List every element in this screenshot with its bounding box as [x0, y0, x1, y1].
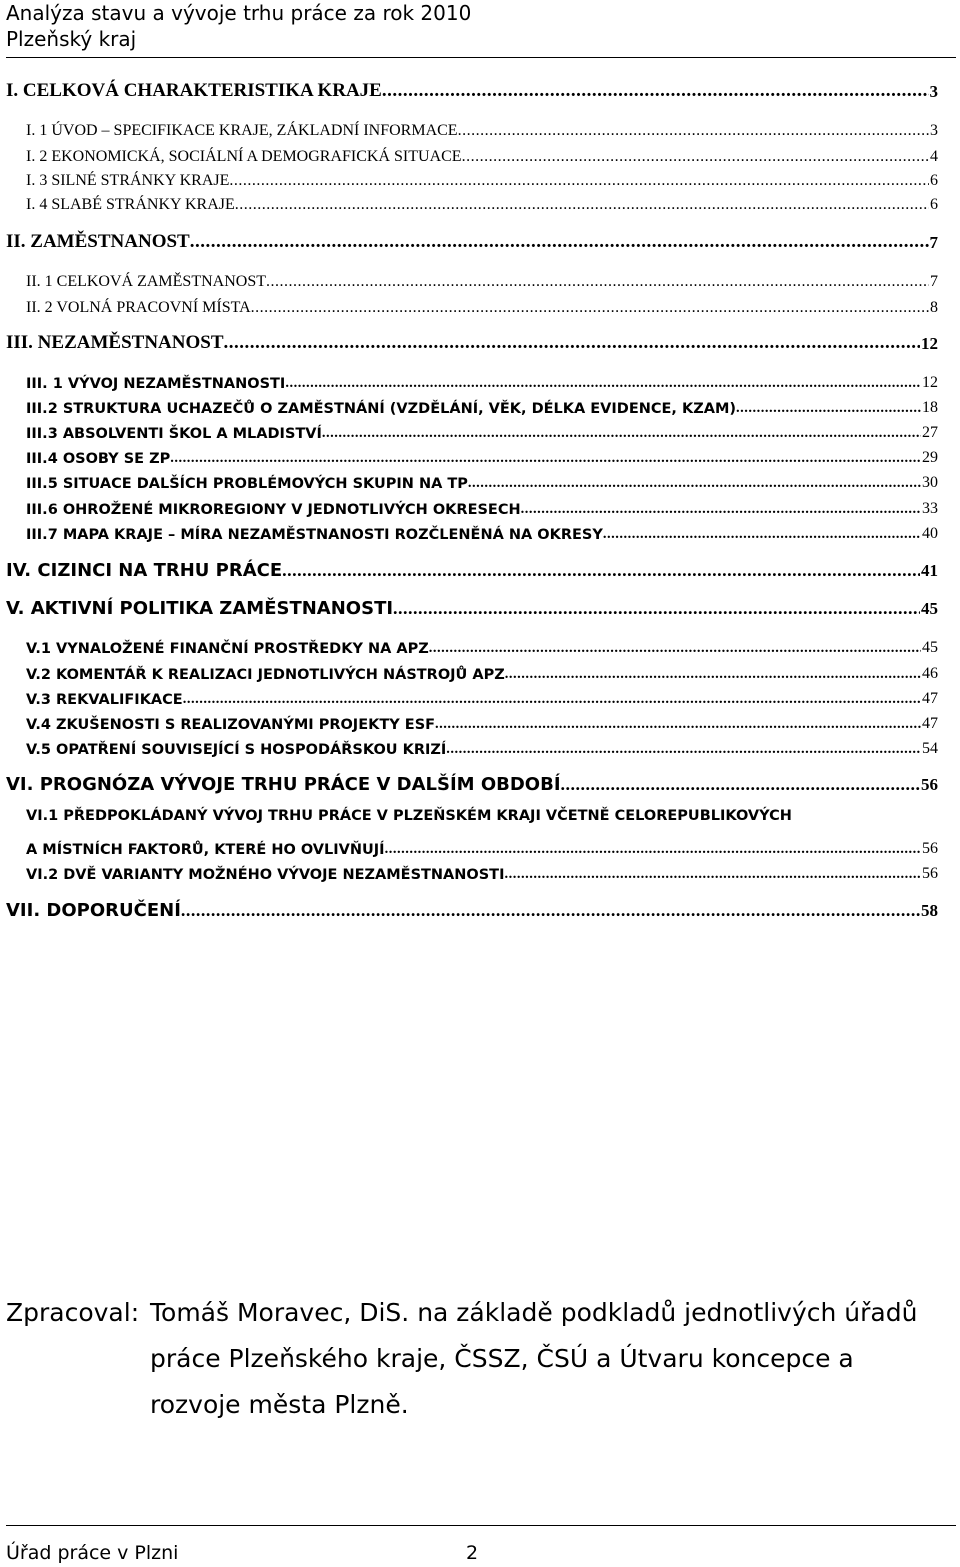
toc-entry[interactable]: VI. PROGNÓZA VÝVOJE TRHU PRÁCE V DALŠÍM OBDOBÍ ..... 56 — [6, 771, 938, 795]
toc-page-number: 12 — [921, 334, 938, 353]
toc-entry[interactable]: III.7 MAPA KRAJE – MÍRA NEZAMĚSTNANOSTI ROZČLENĚNÁ NA OKRESY ..... 40 — [26, 519, 938, 543]
toc-page-number: 4 — [930, 148, 938, 165]
toc-entry[interactable]: V. AKTIVNÍ POLITIKA ZAMĚSTNANOSTI ..... 45 — [6, 595, 938, 619]
toc-entry[interactable]: II. ZAMĚSTNANOST ..... 7 — [6, 229, 938, 253]
toc-page-number: 47 — [922, 690, 938, 707]
page-header — [6, 0, 956, 58]
toc-entry[interactable]: III. 1 VÝVOJ NEZAMĚSTNANOSTI ..... 12 — [26, 368, 938, 392]
toc-entry[interactable]: I. 2 EKONOMICKÁ, SOCIÁLNÍ A DEMOGRAFICKÁ SITUACE ..... 4 — [26, 142, 938, 166]
toc-page-number: 12 — [922, 374, 938, 391]
toc-page-number: 7 — [929, 233, 938, 252]
toc-page-number: 33 — [922, 500, 938, 517]
toc-entry[interactable]: IV. CIZINCI NA TRHU PRÁCE ..... 41 — [6, 557, 938, 581]
toc-entry[interactable]: III. NEZAMĚSTNANOST ..... 12 — [6, 330, 938, 354]
toc-entry[interactable]: I. 1 ÚVOD – SPECIFIKACE KRAJE, ZÁKLADNÍ INFORMACE ..... 3 — [26, 116, 938, 140]
toc-page-number: 47 — [922, 715, 938, 732]
toc-entry[interactable]: III.3 ABSOLVENTI ŠKOL A MLADISTVÍ ..... 27 — [26, 418, 938, 442]
toc-entry[interactable]: V.3 REKVALIFIKACE ..... 47 — [26, 684, 938, 708]
toc-entry[interactable]: III.2 STRUKTURA UCHAZEČŮ O ZAMĚSTNÁNÍ (VZDĚLÁNÍ, VĚK, DÉLKA EVIDENCE, KZAM) ..... 18 — [26, 393, 938, 417]
toc-entry[interactable]: V.5 OPATŘENÍ SOUVISEJÍCÍ S HOSPODÁŘSKOU KRIZÍ ..... 54 — [26, 734, 938, 758]
toc-entry[interactable]: I. 4 SLABÉ STRÁNKY KRAJE ..... 6 — [26, 190, 938, 214]
page-footer — [6, 1525, 956, 1564]
toc-entry[interactable]: III.4 OSOBY SE ZP ..... 29 — [26, 443, 938, 467]
toc-page-number: 27 — [922, 424, 938, 441]
toc-page-number: 40 — [922, 525, 938, 542]
toc-page-number: 7 — [930, 273, 938, 290]
region-name: Plzeňský kraj — [6, 27, 137, 51]
toc-entry[interactable]: III.6 OHROŽENÉ MIKROREGIONY V JEDNOTLIVÝCH OKRESECH ..... 33 — [26, 494, 938, 518]
toc-page-number: 56 — [922, 865, 938, 882]
toc-entry[interactable]: VI.2 DVĚ VARIANTY MOŽNÉHO VÝVOJE NEZAMĚSTNANOSTI ..... 56 — [26, 859, 938, 883]
toc-page-number: 45 — [921, 599, 938, 618]
credits-line-2: práce Plzeňského kraje, ČSSZ, ČSÚ a Útvaru koncepce a — [150, 1344, 854, 1373]
toc-page-number: 56 — [921, 775, 938, 794]
toc-page-number: 46 — [922, 665, 938, 682]
footer-organization: Úřad práce v Plzni — [6, 1542, 179, 1564]
toc-page-number: 18 — [922, 399, 938, 416]
toc-entry[interactable]: I. CELKOVÁ CHARAKTERISTIKA KRAJE ..... 3 — [6, 78, 938, 102]
toc-page-number: 58 — [921, 901, 938, 920]
credits-line-1: Tomáš Moravec, DiS. na základě podkladů jednotlivých úřadů — [150, 1298, 918, 1327]
credits-label: Zpracoval: — [6, 1298, 140, 1327]
toc-page-number: 6 — [930, 196, 938, 213]
toc-page-number: 3 — [930, 122, 938, 139]
toc-page-number: 45 — [922, 639, 938, 656]
credits-line-3: rozvoje města Plzně. — [150, 1390, 409, 1419]
toc-entry[interactable]: V.2 KOMENTÁŘ K REALIZACI JEDNOTLIVÝCH NÁSTROJŮ APZ ..... 46 — [26, 659, 938, 683]
toc-entry[interactable]: II. 1 CELKOVÁ ZAMĚSTNANOST ..... 7 — [26, 267, 938, 291]
toc-entry-first-line[interactable]: VI.1 PŘEDPOKLÁDANÝ VÝVOJ TRHU PRÁCE V PLZEŇSKÉM KRAJI VČETNĚ CELOREPUBLIKOVÝCH — [26, 808, 792, 824]
toc-entry[interactable]: II. 2 VOLNÁ PRACOVNÍ MÍSTA ..... 8 — [26, 293, 938, 317]
toc-entry[interactable]: VII. DOPORUČENÍ ..... 58 — [6, 897, 938, 921]
toc-entry[interactable]: V.4 ZKUŠENOSTI S REALIZOVANÝMI PROJEKTY ESF ..... 47 — [26, 709, 938, 733]
toc-page-number: 29 — [922, 449, 938, 466]
footer-page-number: 2 — [466, 1542, 479, 1564]
toc-page-number: 3 — [929, 82, 938, 101]
toc-page-number: 6 — [930, 172, 938, 189]
toc-entry[interactable]: A MÍSTNÍCH FAKTORŮ, KTERÉ HO OVLIVŇUJÍ ..... 56 — [26, 834, 938, 858]
toc-entry[interactable]: I. 3 SILNÉ STRÁNKY KRAJE ..... 6 — [26, 166, 938, 190]
toc-entry[interactable]: V.1 VYNALOŽENÉ FINANČNÍ PROSTŘEDKY NA APZ ..... 45 — [26, 633, 938, 657]
toc-page-number: 30 — [922, 474, 938, 491]
toc-page-number: 8 — [930, 299, 938, 316]
toc-page-number: 56 — [922, 840, 938, 857]
toc-page-number: 54 — [922, 740, 938, 757]
document-title: Analýza stavu a vývoje trhu práce za rok 2010 — [6, 1, 472, 25]
toc-entry[interactable]: III.5 SITUACE DALŠÍCH PROBLÉMOVÝCH SKUPIN NA TP ..... 30 — [26, 468, 938, 492]
toc-page-number: 41 — [921, 561, 938, 580]
